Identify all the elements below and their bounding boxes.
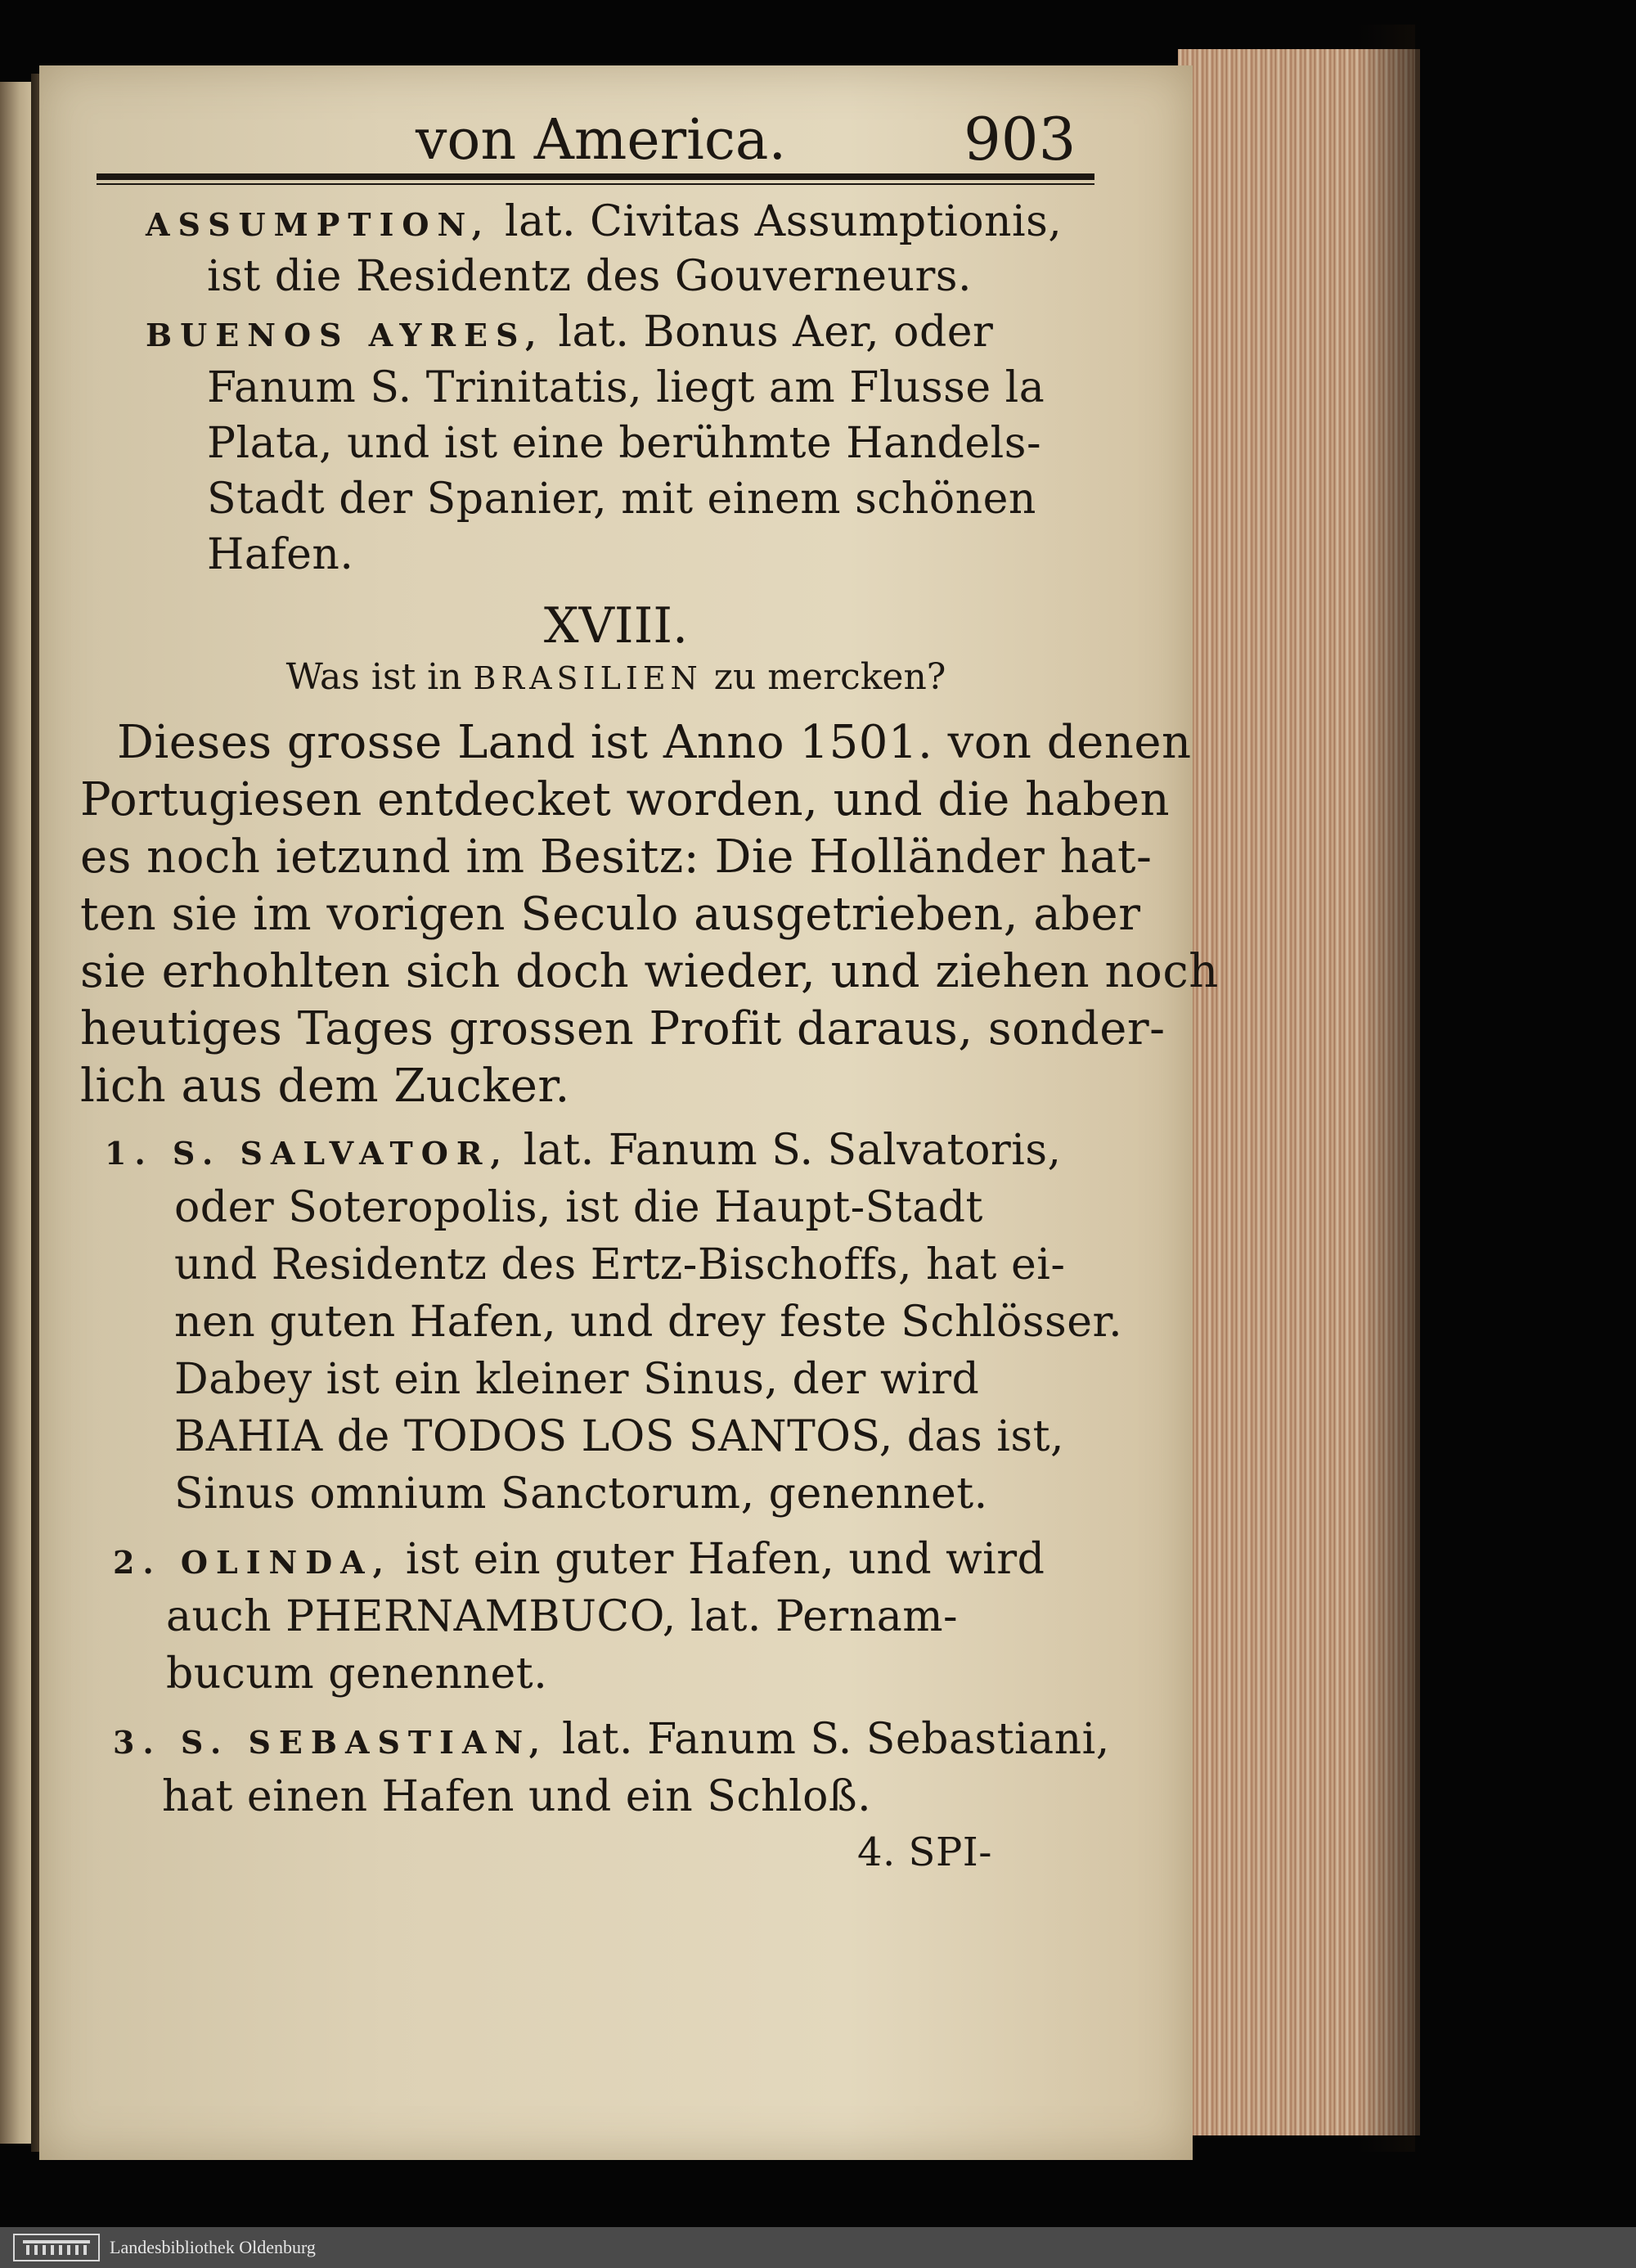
paragraph-line: Portugiesen entdecket worden, und die haben (80, 773, 1171, 826)
list-item-line: bucum genennet. (166, 1649, 548, 1699)
header-rule (97, 173, 1094, 185)
list-item-line: 3. S. SEBASTIAN, lat. Fanum S. Sebastiani, (113, 1715, 1110, 1764)
text-line: ist die Residentz des Gouverneurs. (207, 252, 973, 301)
list-item-line: Dabey ist ein kleiner Sinus, der wird (174, 1355, 980, 1404)
list-item-line: Sinus omnium Sanctorum, genennet. (174, 1469, 988, 1519)
footer-institution: Landesbibliothek Oldenburg (110, 2237, 316, 2257)
text-line: Fanum S. Trinitatis, liegt am Flusse la (207, 363, 1045, 412)
text-line: Hafen. (207, 530, 354, 579)
page-number: 903 (964, 105, 1076, 173)
place-name: 2. OLINDA, (113, 1544, 392, 1581)
footer-bar (0, 2227, 1636, 2268)
text-line: BUENOS AYRES, lat. Bonus Aer, oder (146, 308, 994, 357)
list-item-line: 2. OLINDA, ist ein guter Hafen, und wird (113, 1535, 1045, 1584)
paragraph-line: sie erhohlten sich doch wieder, und ziehen noch (80, 945, 1219, 998)
list-item-line: und Residentz des Ertz-Bischoffs, hat ei- (174, 1240, 1066, 1289)
place-name: BUENOS AYRES, (146, 317, 545, 353)
list-item-line: BAHIA de TODOS LOS SANTOS, das ist, (174, 1412, 1064, 1461)
left-page-edge (0, 82, 33, 2144)
place-name: 3. S. SEBASTIAN, (113, 1724, 548, 1761)
place-name: 1. S. SALVATOR, (105, 1135, 510, 1172)
page-text (39, 65, 1219, 2160)
section-number: XVIII. (543, 597, 689, 655)
list-item-line: auch PHERNAMBUCO, lat. Pernam- (166, 1592, 959, 1641)
running-header: von America. (416, 108, 787, 173)
paragraph-line: ten sie im vorigen Seculo ausgetrieben, aber (80, 888, 1141, 941)
text-line: ASSUMPTION, lat. Civitas Assumptionis, (146, 197, 1063, 246)
paragraph-line: es noch ietzund im Besitz: Die Holländer hat- (80, 830, 1153, 884)
list-item-line: 1. S. SALVATOR, lat. Fanum S. Salvatoris, (105, 1126, 1062, 1175)
place-name: ASSUMPTION, (146, 206, 491, 243)
book-page (39, 65, 1219, 2160)
paragraph-line: heutiges Tages grossen Profit daraus, sonder- (80, 1002, 1166, 1055)
list-item-line: oder Soteropolis, ist die Haupt-Stadt (174, 1183, 983, 1232)
text-line: Stadt der Spanier, mit einem schönen (207, 475, 1036, 524)
list-item-line: hat einen Hafen und ein Schloß. (162, 1772, 872, 1821)
catchword: 4. SPI- (857, 1829, 992, 1875)
library-logo-icon (13, 2234, 100, 2261)
paragraph-line: lich aus dem Zucker. (80, 1060, 570, 1113)
text-line: Plata, und ist eine berühmte Handels- (207, 419, 1042, 468)
list-item-line: nen guten Hafen, und drey feste Schlösser. (174, 1298, 1123, 1347)
section-question: Was ist in BRASILIEN zu mercken? (285, 656, 946, 698)
page-stack-shadow (1358, 25, 1415, 2152)
paragraph-line: Dieses grosse Land ist Anno 1501. von denen (117, 716, 1192, 769)
